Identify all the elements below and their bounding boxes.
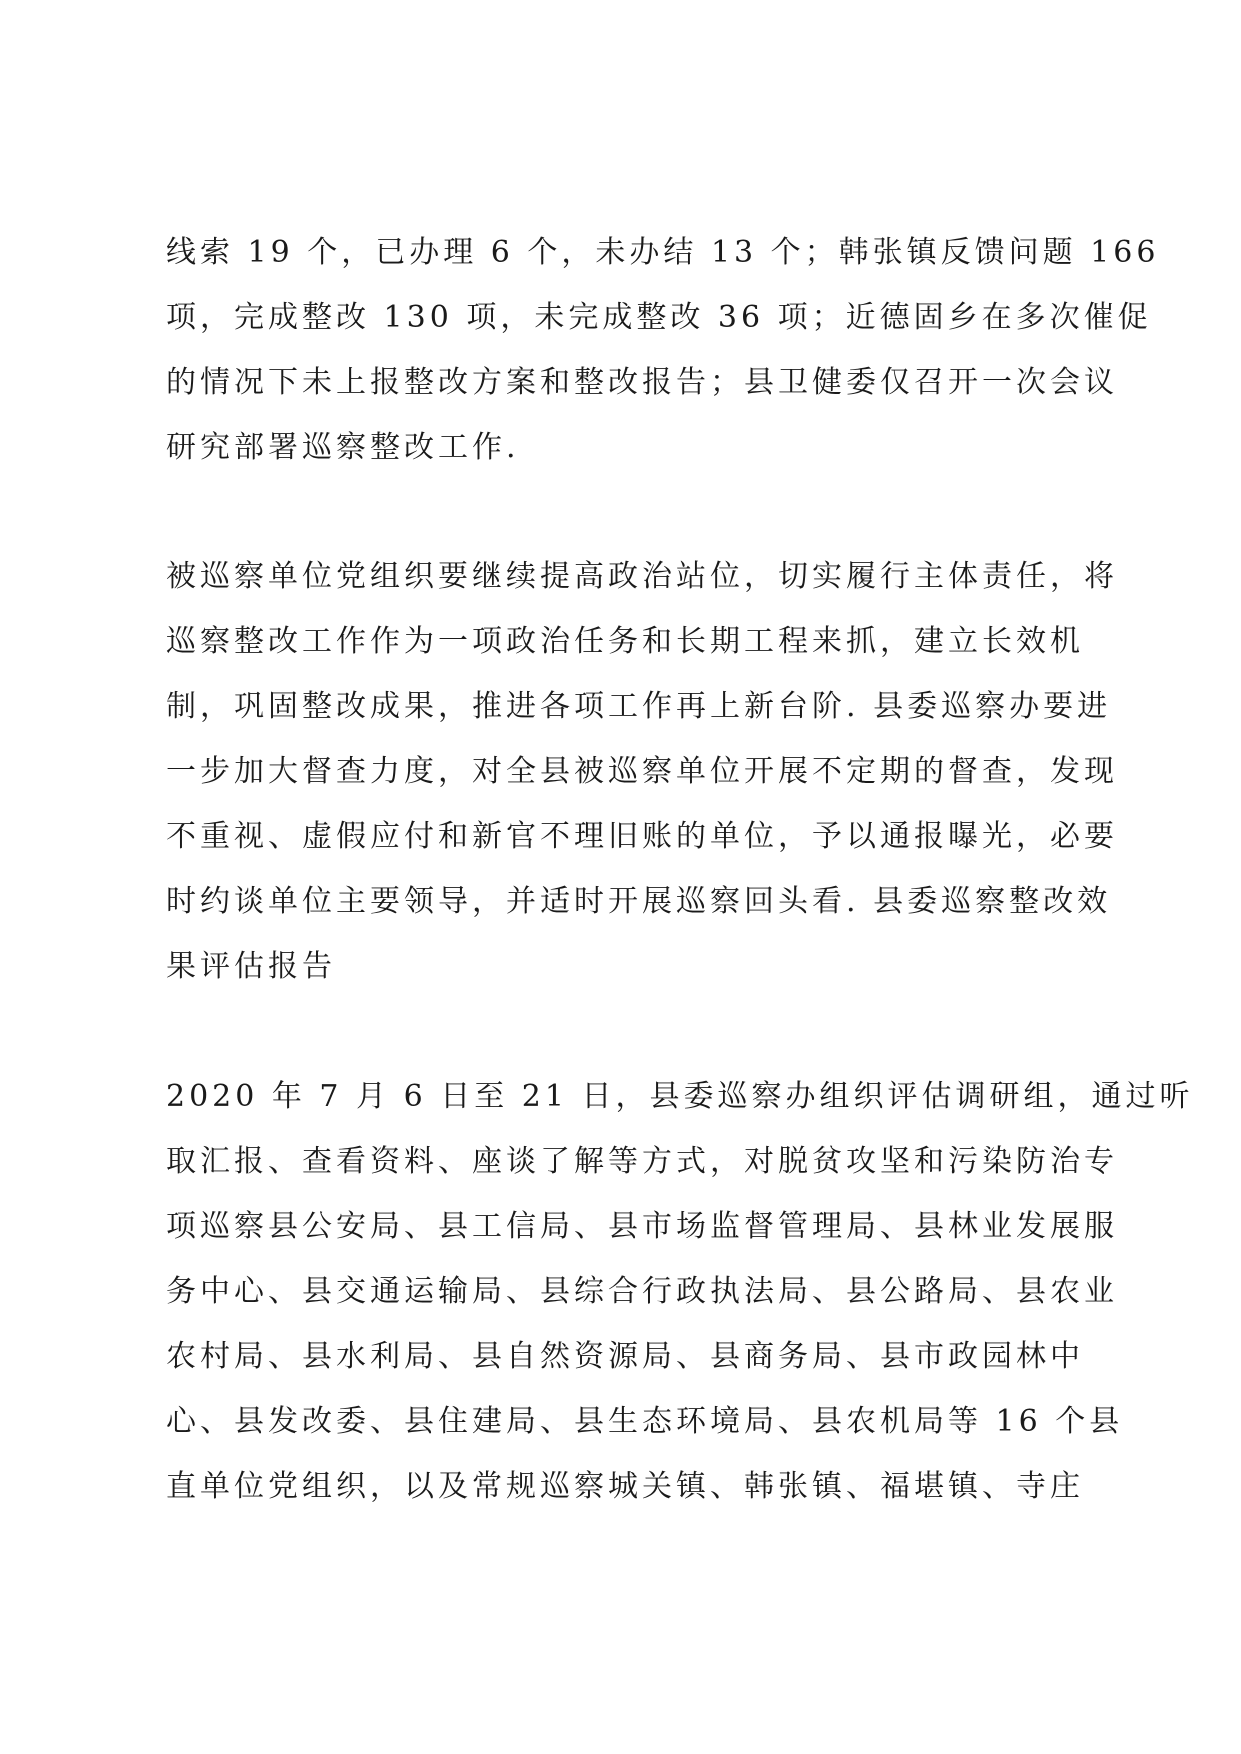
text-line: 项巡察县公安局、县工信局、县市场监督管理局、县林业发展服 [166,1209,1118,1244]
text-line: 的情况下未上报整改方案和整改报告；县卫健委仅召开一次会议 [166,365,1118,400]
text-line: 不重视、虚假应付和新官不理旧账的单位，予以通报曝光，必要 [166,819,1118,854]
text-line: 被巡察单位党组织要继续提高政治站位，切实履行主体责任，将 [166,559,1118,594]
text-line: 农村局、县水利局、县自然资源局、县商务局、县市政园林中 [166,1339,1084,1374]
text-line: 果评估报告 [166,949,336,984]
text-line: 取汇报、查看资料、座谈了解等方式，对脱贫攻坚和污染防治专 [166,1144,1118,1179]
text-line: 时约谈单位主要领导，并适时开展巡察回头看. 县委巡察整改效 [166,884,1112,919]
text-line: 务中心、县交通运输局、县综合行政执法局、县公路局、县农业 [166,1274,1118,1309]
text-line: 心、县发改委、县住建局、县生态环境局、县农机局等 16 个县 [166,1404,1124,1439]
text-line: 2020 年 7 月 6 日至 21 日，县委巡察办组织评估调研组，通过听 [166,1079,1194,1114]
text-line: 项，完成整改 130 项，未完成整改 36 项；近德固乡在多次催促 [166,300,1152,335]
text-line: 线索 19 个，已办理 6 个，未办结 13 个；韩张镇反馈问题 166 [166,235,1160,270]
text-line: 研究部署巡察整改工作. [166,430,520,465]
text-line: 巡察整改工作作为一项政治任务和长期工程来抓，建立长效机 [166,624,1084,659]
text-line: 一步加大督查力度，对全县被巡察单位开展不定期的督查，发现 [166,754,1118,789]
text-line: 制，巩固整改成果，推进各项工作再上新台阶. 县委巡察办要进 [166,689,1112,724]
text-line: 直单位党组织，以及常规巡察城关镇、韩张镇、福堪镇、寺庄 [166,1469,1084,1504]
